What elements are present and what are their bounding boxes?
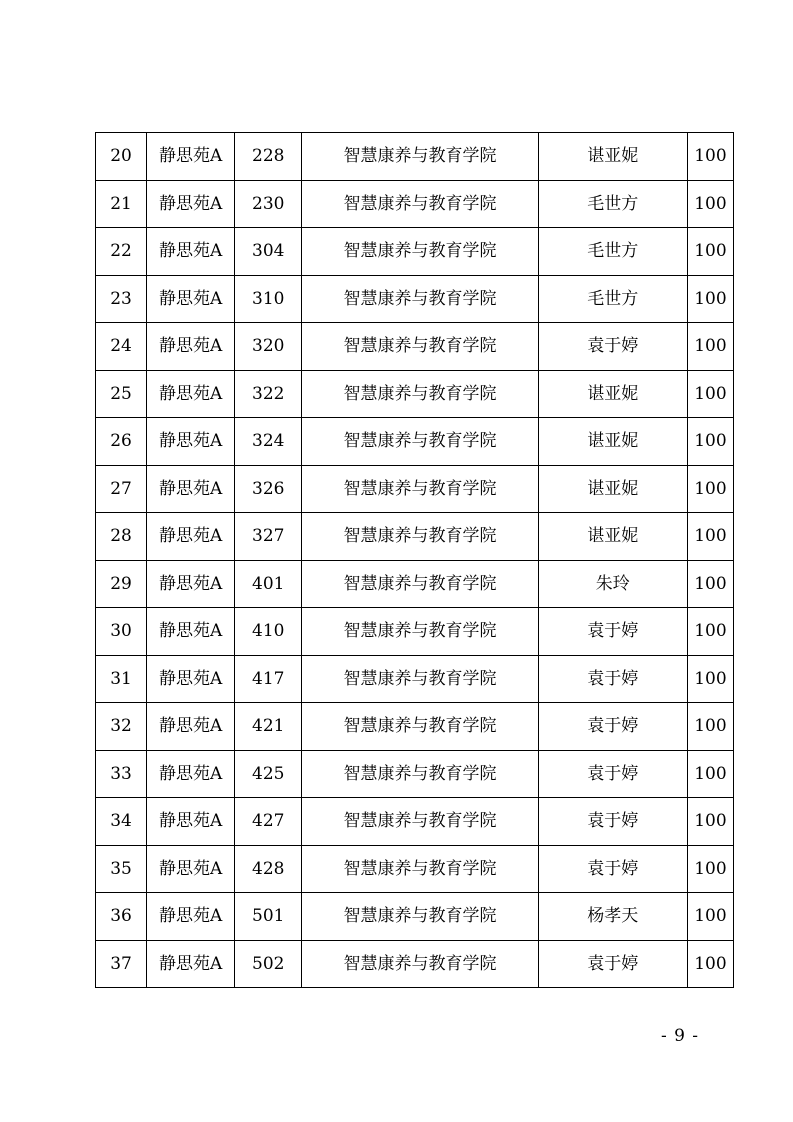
person-cell: 袁于婷 bbox=[538, 703, 687, 751]
score-cell: 100 bbox=[687, 655, 733, 703]
building-cell: 静思苑A bbox=[147, 798, 235, 846]
building-cell: 静思苑A bbox=[147, 845, 235, 893]
person-cell: 毛世方 bbox=[538, 275, 687, 323]
room-cell: 427 bbox=[235, 798, 302, 846]
room-cell: 502 bbox=[235, 940, 302, 988]
college-cell: 智慧康养与教育学院 bbox=[302, 180, 538, 228]
person-cell: 袁于婷 bbox=[538, 750, 687, 798]
room-cell: 327 bbox=[235, 513, 302, 561]
score-cell: 100 bbox=[687, 323, 733, 371]
building-cell: 静思苑A bbox=[147, 560, 235, 608]
person-cell: 谌亚妮 bbox=[538, 418, 687, 466]
room-cell: 428 bbox=[235, 845, 302, 893]
room-cell: 324 bbox=[235, 418, 302, 466]
room-cell: 320 bbox=[235, 323, 302, 371]
person-cell: 杨孝天 bbox=[538, 893, 687, 941]
college-cell: 智慧康养与教育学院 bbox=[302, 750, 538, 798]
person-cell: 毛世方 bbox=[538, 228, 687, 276]
building-cell: 静思苑A bbox=[147, 133, 235, 181]
person-cell: 袁于婷 bbox=[538, 655, 687, 703]
page-number: - 9 - bbox=[660, 1026, 700, 1046]
table-row bbox=[96, 608, 734, 656]
row-number-cell: 30 bbox=[96, 608, 147, 656]
person-cell: 谌亚妮 bbox=[538, 133, 687, 181]
row-number-cell: 37 bbox=[96, 940, 147, 988]
row-number-cell: 23 bbox=[96, 275, 147, 323]
college-cell: 智慧康养与教育学院 bbox=[302, 893, 538, 941]
table-row bbox=[96, 228, 734, 276]
table-row bbox=[96, 560, 734, 608]
table-row bbox=[96, 703, 734, 751]
table-row bbox=[96, 940, 734, 988]
room-cell: 421 bbox=[235, 703, 302, 751]
row-number-cell: 32 bbox=[96, 703, 147, 751]
college-cell: 智慧康养与教育学院 bbox=[302, 560, 538, 608]
table-row bbox=[96, 465, 734, 513]
college-cell: 智慧康养与教育学院 bbox=[302, 133, 538, 181]
building-cell: 静思苑A bbox=[147, 608, 235, 656]
person-cell: 毛世方 bbox=[538, 180, 687, 228]
college-cell: 智慧康养与教育学院 bbox=[302, 228, 538, 276]
building-cell: 静思苑A bbox=[147, 275, 235, 323]
college-cell: 智慧康养与教育学院 bbox=[302, 655, 538, 703]
table-row bbox=[96, 418, 734, 466]
score-cell: 100 bbox=[687, 560, 733, 608]
person-cell: 袁于婷 bbox=[538, 323, 687, 371]
score-cell: 100 bbox=[687, 703, 733, 751]
building-cell: 静思苑A bbox=[147, 228, 235, 276]
person-cell: 袁于婷 bbox=[538, 608, 687, 656]
table-row bbox=[96, 180, 734, 228]
score-cell: 100 bbox=[687, 465, 733, 513]
person-cell: 谌亚妮 bbox=[538, 370, 687, 418]
college-cell: 智慧康养与教育学院 bbox=[302, 323, 538, 371]
room-cell: 322 bbox=[235, 370, 302, 418]
row-number-cell: 33 bbox=[96, 750, 147, 798]
room-cell: 425 bbox=[235, 750, 302, 798]
person-cell: 谌亚妮 bbox=[538, 465, 687, 513]
room-cell: 401 bbox=[235, 560, 302, 608]
building-cell: 静思苑A bbox=[147, 465, 235, 513]
row-number-cell: 31 bbox=[96, 655, 147, 703]
score-cell: 100 bbox=[687, 513, 733, 561]
building-cell: 静思苑A bbox=[147, 750, 235, 798]
score-cell: 100 bbox=[687, 228, 733, 276]
room-cell: 410 bbox=[235, 608, 302, 656]
person-cell: 谌亚妮 bbox=[538, 513, 687, 561]
score-cell: 100 bbox=[687, 275, 733, 323]
score-cell: 100 bbox=[687, 370, 733, 418]
score-cell: 100 bbox=[687, 845, 733, 893]
college-cell: 智慧康养与教育学院 bbox=[302, 370, 538, 418]
row-number-cell: 29 bbox=[96, 560, 147, 608]
table-row bbox=[96, 275, 734, 323]
college-cell: 智慧康养与教育学院 bbox=[302, 418, 538, 466]
college-cell: 智慧康养与教育学院 bbox=[302, 703, 538, 751]
score-cell: 100 bbox=[687, 418, 733, 466]
row-number-cell: 36 bbox=[96, 893, 147, 941]
college-cell: 智慧康养与教育学院 bbox=[302, 513, 538, 561]
room-cell: 228 bbox=[235, 133, 302, 181]
building-cell: 静思苑A bbox=[147, 370, 235, 418]
college-cell: 智慧康养与教育学院 bbox=[302, 940, 538, 988]
row-number-cell: 27 bbox=[96, 465, 147, 513]
room-cell: 417 bbox=[235, 655, 302, 703]
room-cell: 230 bbox=[235, 180, 302, 228]
college-cell: 智慧康养与教育学院 bbox=[302, 845, 538, 893]
table-row bbox=[96, 750, 734, 798]
table-row bbox=[96, 513, 734, 561]
person-cell: 袁于婷 bbox=[538, 798, 687, 846]
building-cell: 静思苑A bbox=[147, 655, 235, 703]
row-number-cell: 24 bbox=[96, 323, 147, 371]
table-row bbox=[96, 655, 734, 703]
row-number-cell: 34 bbox=[96, 798, 147, 846]
score-cell: 100 bbox=[687, 750, 733, 798]
row-number-cell: 21 bbox=[96, 180, 147, 228]
room-cell: 326 bbox=[235, 465, 302, 513]
person-cell: 袁于婷 bbox=[538, 940, 687, 988]
college-cell: 智慧康养与教育学院 bbox=[302, 275, 538, 323]
row-number-cell: 22 bbox=[96, 228, 147, 276]
building-cell: 静思苑A bbox=[147, 323, 235, 371]
dormitory-score-table bbox=[95, 132, 734, 988]
row-number-cell: 20 bbox=[96, 133, 147, 181]
room-cell: 310 bbox=[235, 275, 302, 323]
table-row bbox=[96, 845, 734, 893]
score-cell: 100 bbox=[687, 893, 733, 941]
score-cell: 100 bbox=[687, 608, 733, 656]
row-number-cell: 25 bbox=[96, 370, 147, 418]
room-cell: 501 bbox=[235, 893, 302, 941]
building-cell: 静思苑A bbox=[147, 940, 235, 988]
score-cell: 100 bbox=[687, 798, 733, 846]
college-cell: 智慧康养与教育学院 bbox=[302, 798, 538, 846]
building-cell: 静思苑A bbox=[147, 893, 235, 941]
person-cell: 袁于婷 bbox=[538, 845, 687, 893]
building-cell: 静思苑A bbox=[147, 703, 235, 751]
table-row bbox=[96, 370, 734, 418]
table-body bbox=[96, 133, 734, 988]
row-number-cell: 28 bbox=[96, 513, 147, 561]
score-cell: 100 bbox=[687, 180, 733, 228]
score-cell: 100 bbox=[687, 133, 733, 181]
table-row bbox=[96, 133, 734, 181]
table-row bbox=[96, 798, 734, 846]
table-row bbox=[96, 893, 734, 941]
table-row bbox=[96, 323, 734, 371]
college-cell: 智慧康养与教育学院 bbox=[302, 608, 538, 656]
score-cell: 100 bbox=[687, 940, 733, 988]
row-number-cell: 35 bbox=[96, 845, 147, 893]
building-cell: 静思苑A bbox=[147, 180, 235, 228]
building-cell: 静思苑A bbox=[147, 513, 235, 561]
person-cell: 朱玲 bbox=[538, 560, 687, 608]
building-cell: 静思苑A bbox=[147, 418, 235, 466]
row-number-cell: 26 bbox=[96, 418, 147, 466]
college-cell: 智慧康养与教育学院 bbox=[302, 465, 538, 513]
room-cell: 304 bbox=[235, 228, 302, 276]
